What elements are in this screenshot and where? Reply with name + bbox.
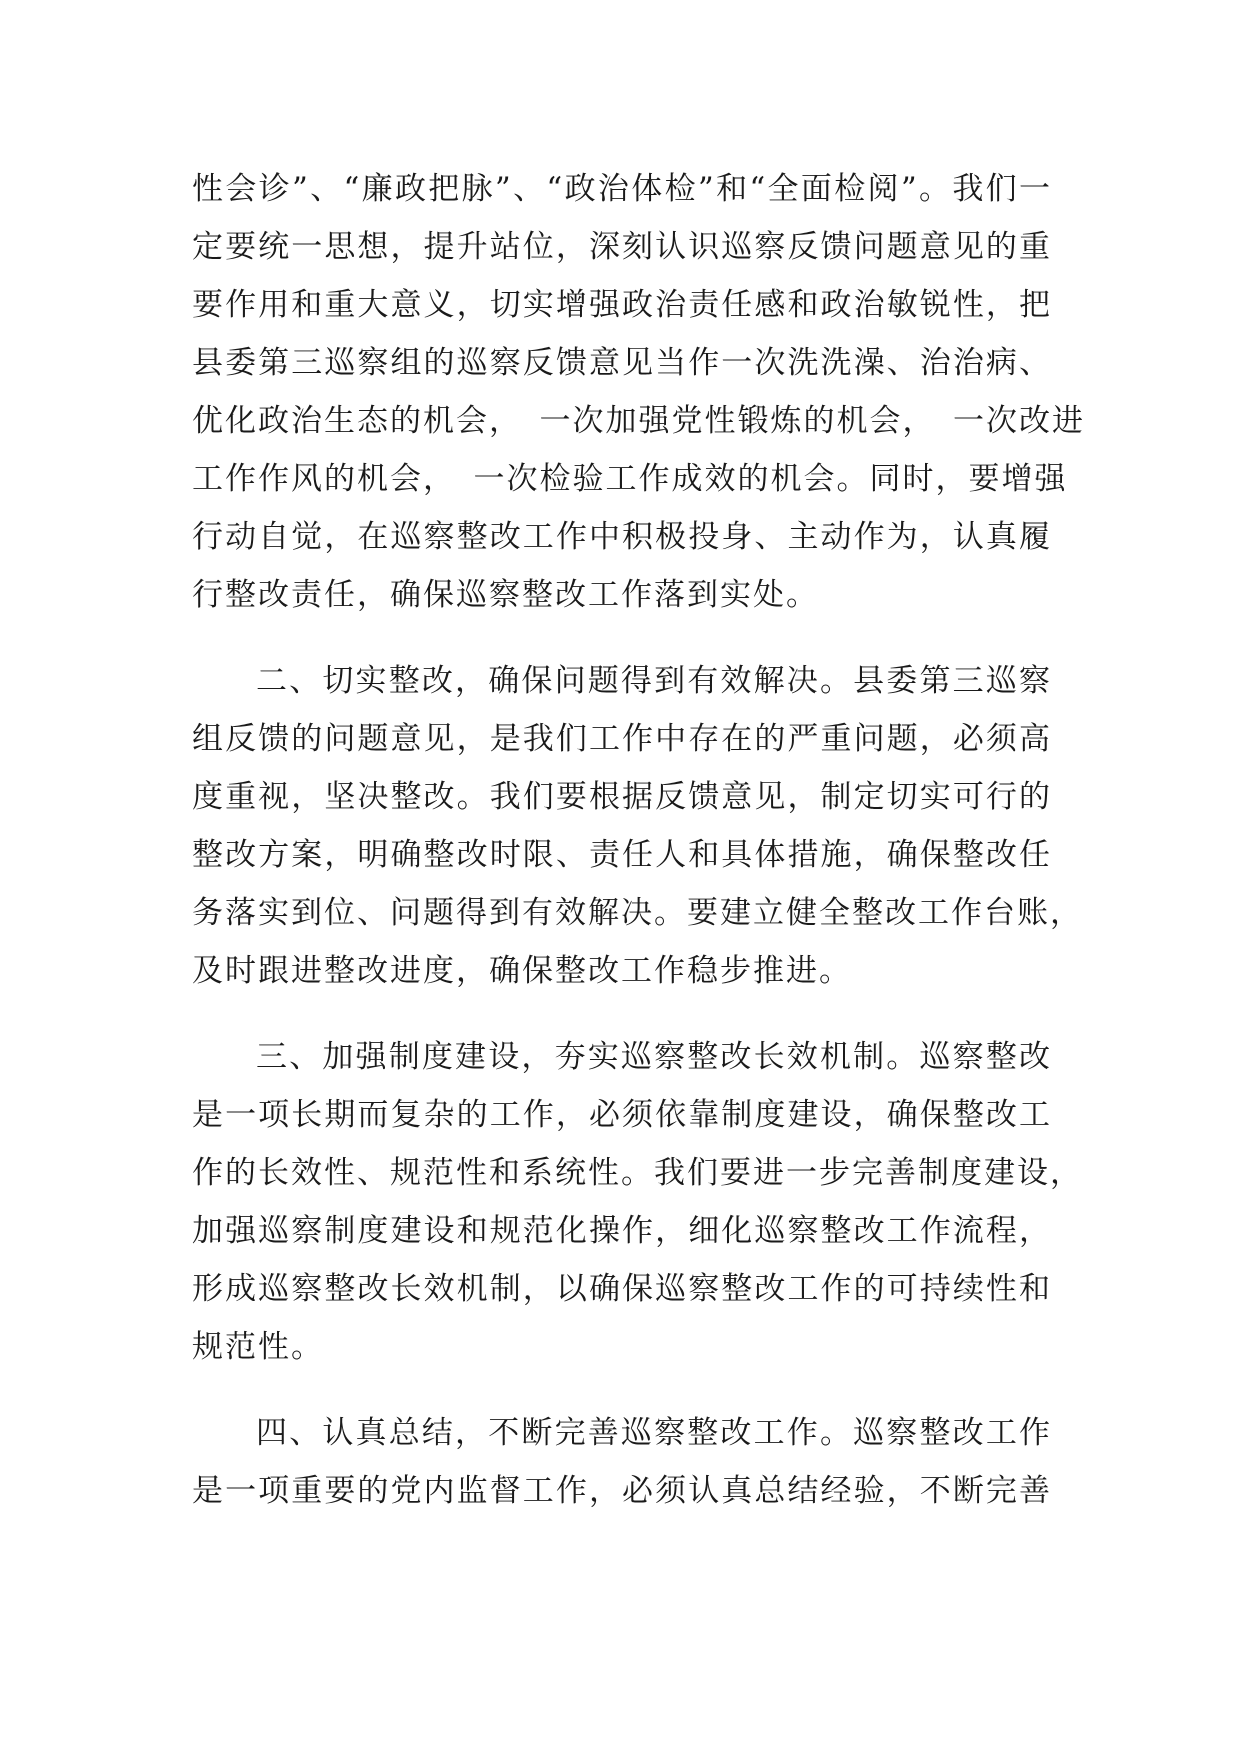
text-line: 要作用和重大意义，切实增强政治责任感和政治敏锐性，把 (192, 287, 1052, 323)
text-line: 组反馈的问题意见，是我们工作中存在的严重问题，必须高 (192, 721, 1052, 757)
text-line: 务落实到位、问题得到有效解决。要建立健全整改工作台账， (192, 895, 1083, 931)
text-line: 优化政治生态的机会， 一次加强党性锻炼的机会， 一次改进 (192, 403, 1085, 439)
text-line: 四、认真总结，不断完善巡察整改工作。巡察整改工作 (256, 1415, 1052, 1451)
text-line: 定要统一思想，提升站位，深刻认识巡察反馈问题意见的重 (192, 229, 1052, 265)
text-line: 行动自觉，在巡察整改工作中积极投身、主动作为，认真履 (192, 519, 1052, 555)
text-line: 及时跟进整改进度，确保整改工作稳步推进。 (192, 953, 852, 989)
text-line: 度重视，坚决整改。我们要根据反馈意见，制定切实可行的 (192, 779, 1052, 815)
text-line: 二、切实整改，确保问题得到有效解决。县委第三巡察 (256, 663, 1052, 699)
text-line: 是一项重要的党内监督工作，必须认真总结经验，不断完善 (192, 1473, 1052, 1509)
text-line: 行整改责任，确保巡察整改工作落到实处。 (192, 577, 819, 613)
text-line: 整改方案，明确整改时限、责任人和具体措施，确保整改任 (192, 837, 1052, 873)
text-line: 作的长效性、规范性和系统性。我们要进一步完善制度建设， (192, 1155, 1083, 1191)
text-line: 是一项长期而复杂的工作，必须依靠制度建设，确保整改工 (192, 1097, 1052, 1133)
text-line: 工作作风的机会， 一次检验工作成效的机会。同时，要增强 (192, 461, 1068, 497)
text-line: 加强巡察制度建设和规范化操作，细化巡察整改工作流程， (192, 1213, 1052, 1249)
text-line: 形成巡察整改长效机制，以确保巡察整改工作的可持续性和 (192, 1271, 1052, 1307)
text-line: 县委第三巡察组的巡察反馈意见当作一次洗洗澡、治治病、 (192, 345, 1052, 381)
text-line: 规范性。 (192, 1329, 324, 1365)
text-line: 性会诊”、“廉政把脉”、“政治体检”和“全面检阅”。我们一 (192, 171, 1052, 207)
text-line: 三、加强制度建设，夯实巡察整改长效机制。巡察整改 (256, 1039, 1052, 1075)
